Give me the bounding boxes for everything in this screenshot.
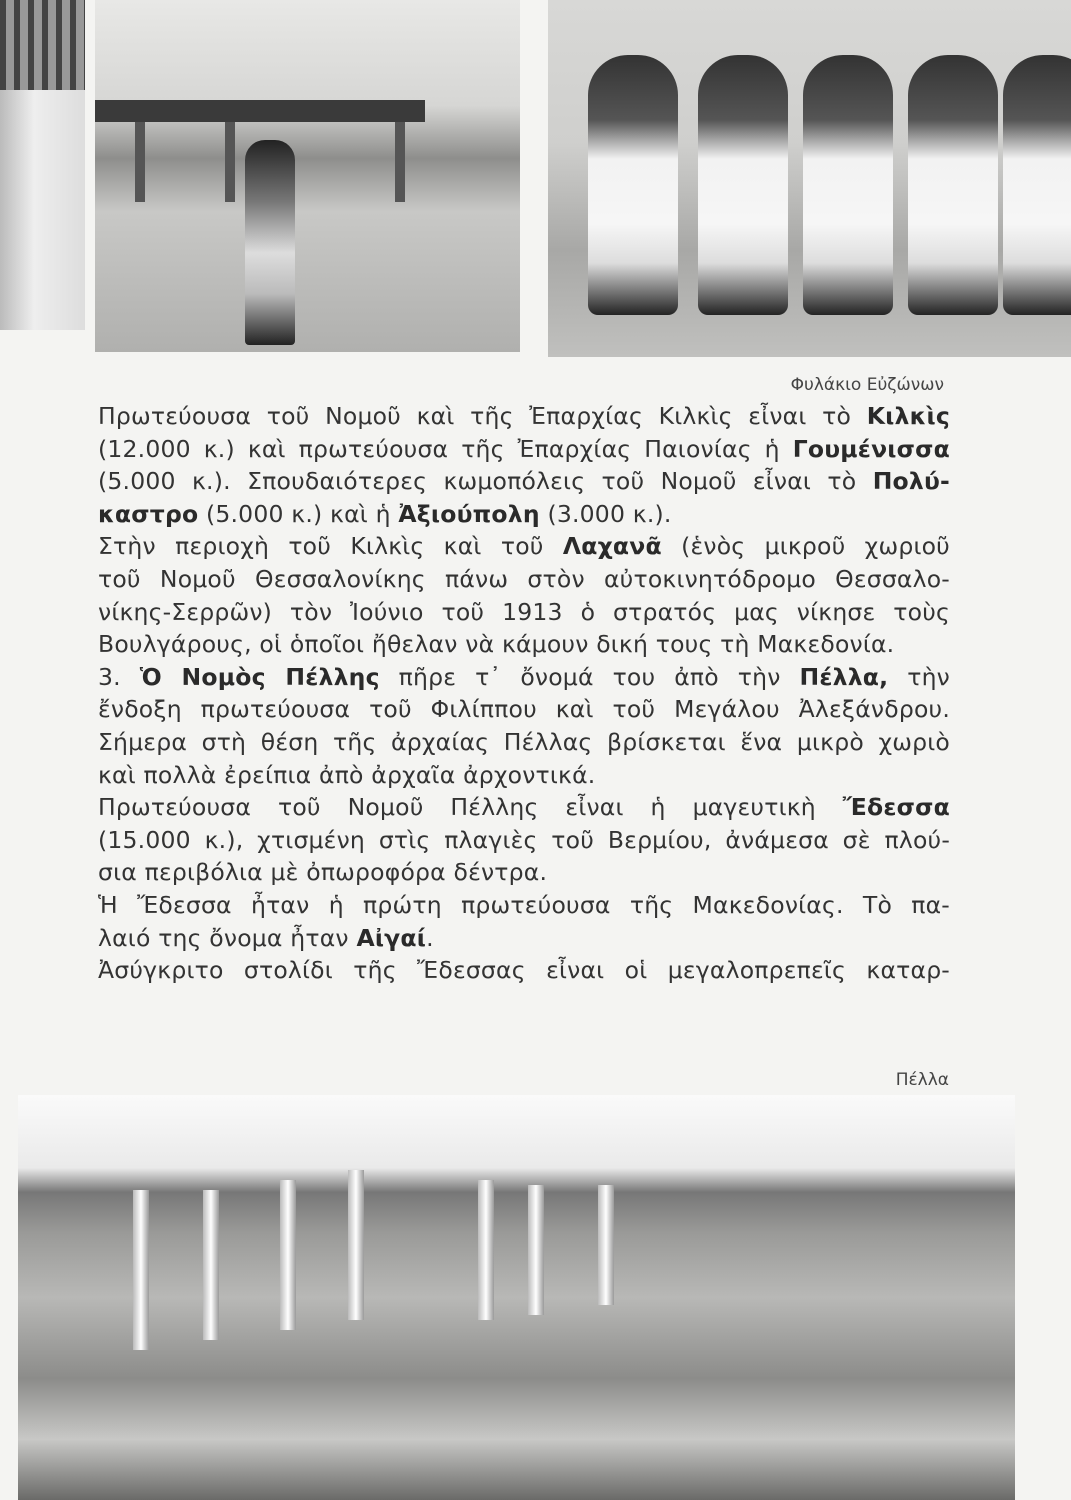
evzone-guard-photo — [95, 0, 520, 352]
text-line — [98, 400, 950, 433]
text-segment: Ἀσύγκριτο στολίδι τῆς Ἔδεσσας εἶναι οἱ μεγαλοπρεπεῖς καταρ- — [98, 956, 950, 985]
text-line — [98, 791, 950, 824]
side-photo-fragment — [0, 0, 85, 330]
text-segment: Βουλγάρους, οἱ ὁποῖοι ἤθελαν νὰ κάμουν δική τους τὴ Μακεδονία. — [98, 630, 895, 659]
text-segment: (ἑνὸς μικροῦ χωριοῦ — [661, 532, 950, 561]
text-segment: Ἡ Ἔδεσσα ἦταν ἡ πρώτη πρωτεύουσα τῆς Μακεδονίας. Τὸ πα- — [98, 890, 950, 919]
text-segment: νίκης-Σερρῶν) τὸν Ἰούνιο τοῦ 1913 ὁ στρατός μας νίκησε τοὺς — [98, 597, 950, 626]
text-line — [98, 628, 950, 661]
bold-term: Ἀξιούπολη — [398, 499, 540, 528]
text-line — [98, 563, 950, 596]
bold-term: Ἔδεσσα — [842, 793, 950, 822]
text-segment: Πρωτεύουσα τοῦ Νομοῦ καὶ τῆς Ἐπαρχίας Κιλκὶς εἶναι τὸ — [98, 402, 867, 430]
text-segment: (5.000 κ.). Σπουδαιότερες κωμοπόλεις τοῦ Νομοῦ εἶναι τὸ — [98, 467, 873, 496]
text-line — [98, 661, 950, 694]
pella-ruins-photo — [18, 1095, 1015, 1500]
bold-term: Κιλκὶς — [866, 402, 950, 430]
text-segment: 3. — [98, 662, 140, 691]
text-segment: τὴν — [888, 662, 950, 691]
text-segment: λαιό της ὄνομα ἦταν — [98, 923, 357, 952]
text-line — [98, 433, 950, 466]
text-segment: ἔνδοξη πρωτεύουσα τοῦ Φιλίππου καὶ τοῦ Μεγάλου Ἀλεξάνδρου. — [98, 695, 950, 724]
text-line — [98, 922, 950, 955]
text-line — [98, 596, 950, 629]
text-segment: Σήμερα στὴ θέση τῆς ἀρχαίας Πέλλας βρίσκεται ἕνα μικρὸ χωριὸ — [98, 727, 950, 756]
bold-term: καστρο — [98, 499, 199, 528]
bold-term: Ὁ Νομὸς Πέλλης — [139, 662, 380, 691]
text-line — [98, 693, 950, 726]
text-segment: καὶ πολλὰ ἐρείπια ἀπὸ ἀρχαῖα ἀρχοντικά. — [98, 760, 596, 789]
text-segment: Στὴν περιοχὴ τοῦ Κιλκὶς καὶ τοῦ — [98, 532, 563, 561]
text-segment: πῆρε τ᾽ ὄνομά του ἀπὸ τὴν — [379, 662, 800, 691]
text-segment: (12.000 κ.) καὶ πρωτεύουσα τῆς Ἐπαρχίας Παιονίας ἡ — [98, 434, 793, 463]
text-line — [98, 856, 950, 889]
bold-term: Λαχανᾶ — [562, 532, 662, 561]
text-line — [98, 954, 950, 987]
evzones-parade-photo — [548, 0, 1071, 357]
text-line — [98, 889, 950, 922]
text-line — [98, 530, 950, 563]
text-line — [98, 726, 950, 759]
text-segment: . — [426, 923, 434, 952]
text-segment: (5.000 κ.) καὶ ἡ — [198, 499, 399, 528]
text-segment: Πρωτεύουσα τοῦ Νομοῦ Πέλλης εἶναι ἡ μαγευτικὴ — [98, 793, 843, 822]
text-segment: (3.000 κ.). — [539, 499, 672, 528]
text-segment: (15.000 κ.), χτισμένη στὶς πλαγιὲς τοῦ Βερμίου, ἀνάμεσα σὲ πλού- — [98, 825, 950, 854]
photo-caption-pella: Πέλλα — [895, 1070, 949, 1090]
body-text — [98, 400, 950, 987]
text-line — [98, 759, 950, 792]
bold-term: Αἰγαί — [356, 923, 427, 952]
text-segment: σια περιβόλια μὲ ὀπωροφόρα δέντρα. — [98, 858, 548, 887]
text-segment: τοῦ Νομοῦ Θεσσαλονίκης πάνω στὸν αὐτοκινητόδρομο Θεσσαλο- — [98, 564, 950, 593]
text-line — [98, 824, 950, 857]
bold-term: Πολύ- — [872, 467, 950, 496]
text-line — [98, 498, 950, 531]
text-line — [98, 465, 950, 498]
photo-caption-guards: Φυλάκιο Εὐζώνων — [790, 375, 944, 395]
bold-term: Γουμένισσα — [792, 434, 950, 463]
bold-term: Πέλλα, — [799, 662, 889, 691]
